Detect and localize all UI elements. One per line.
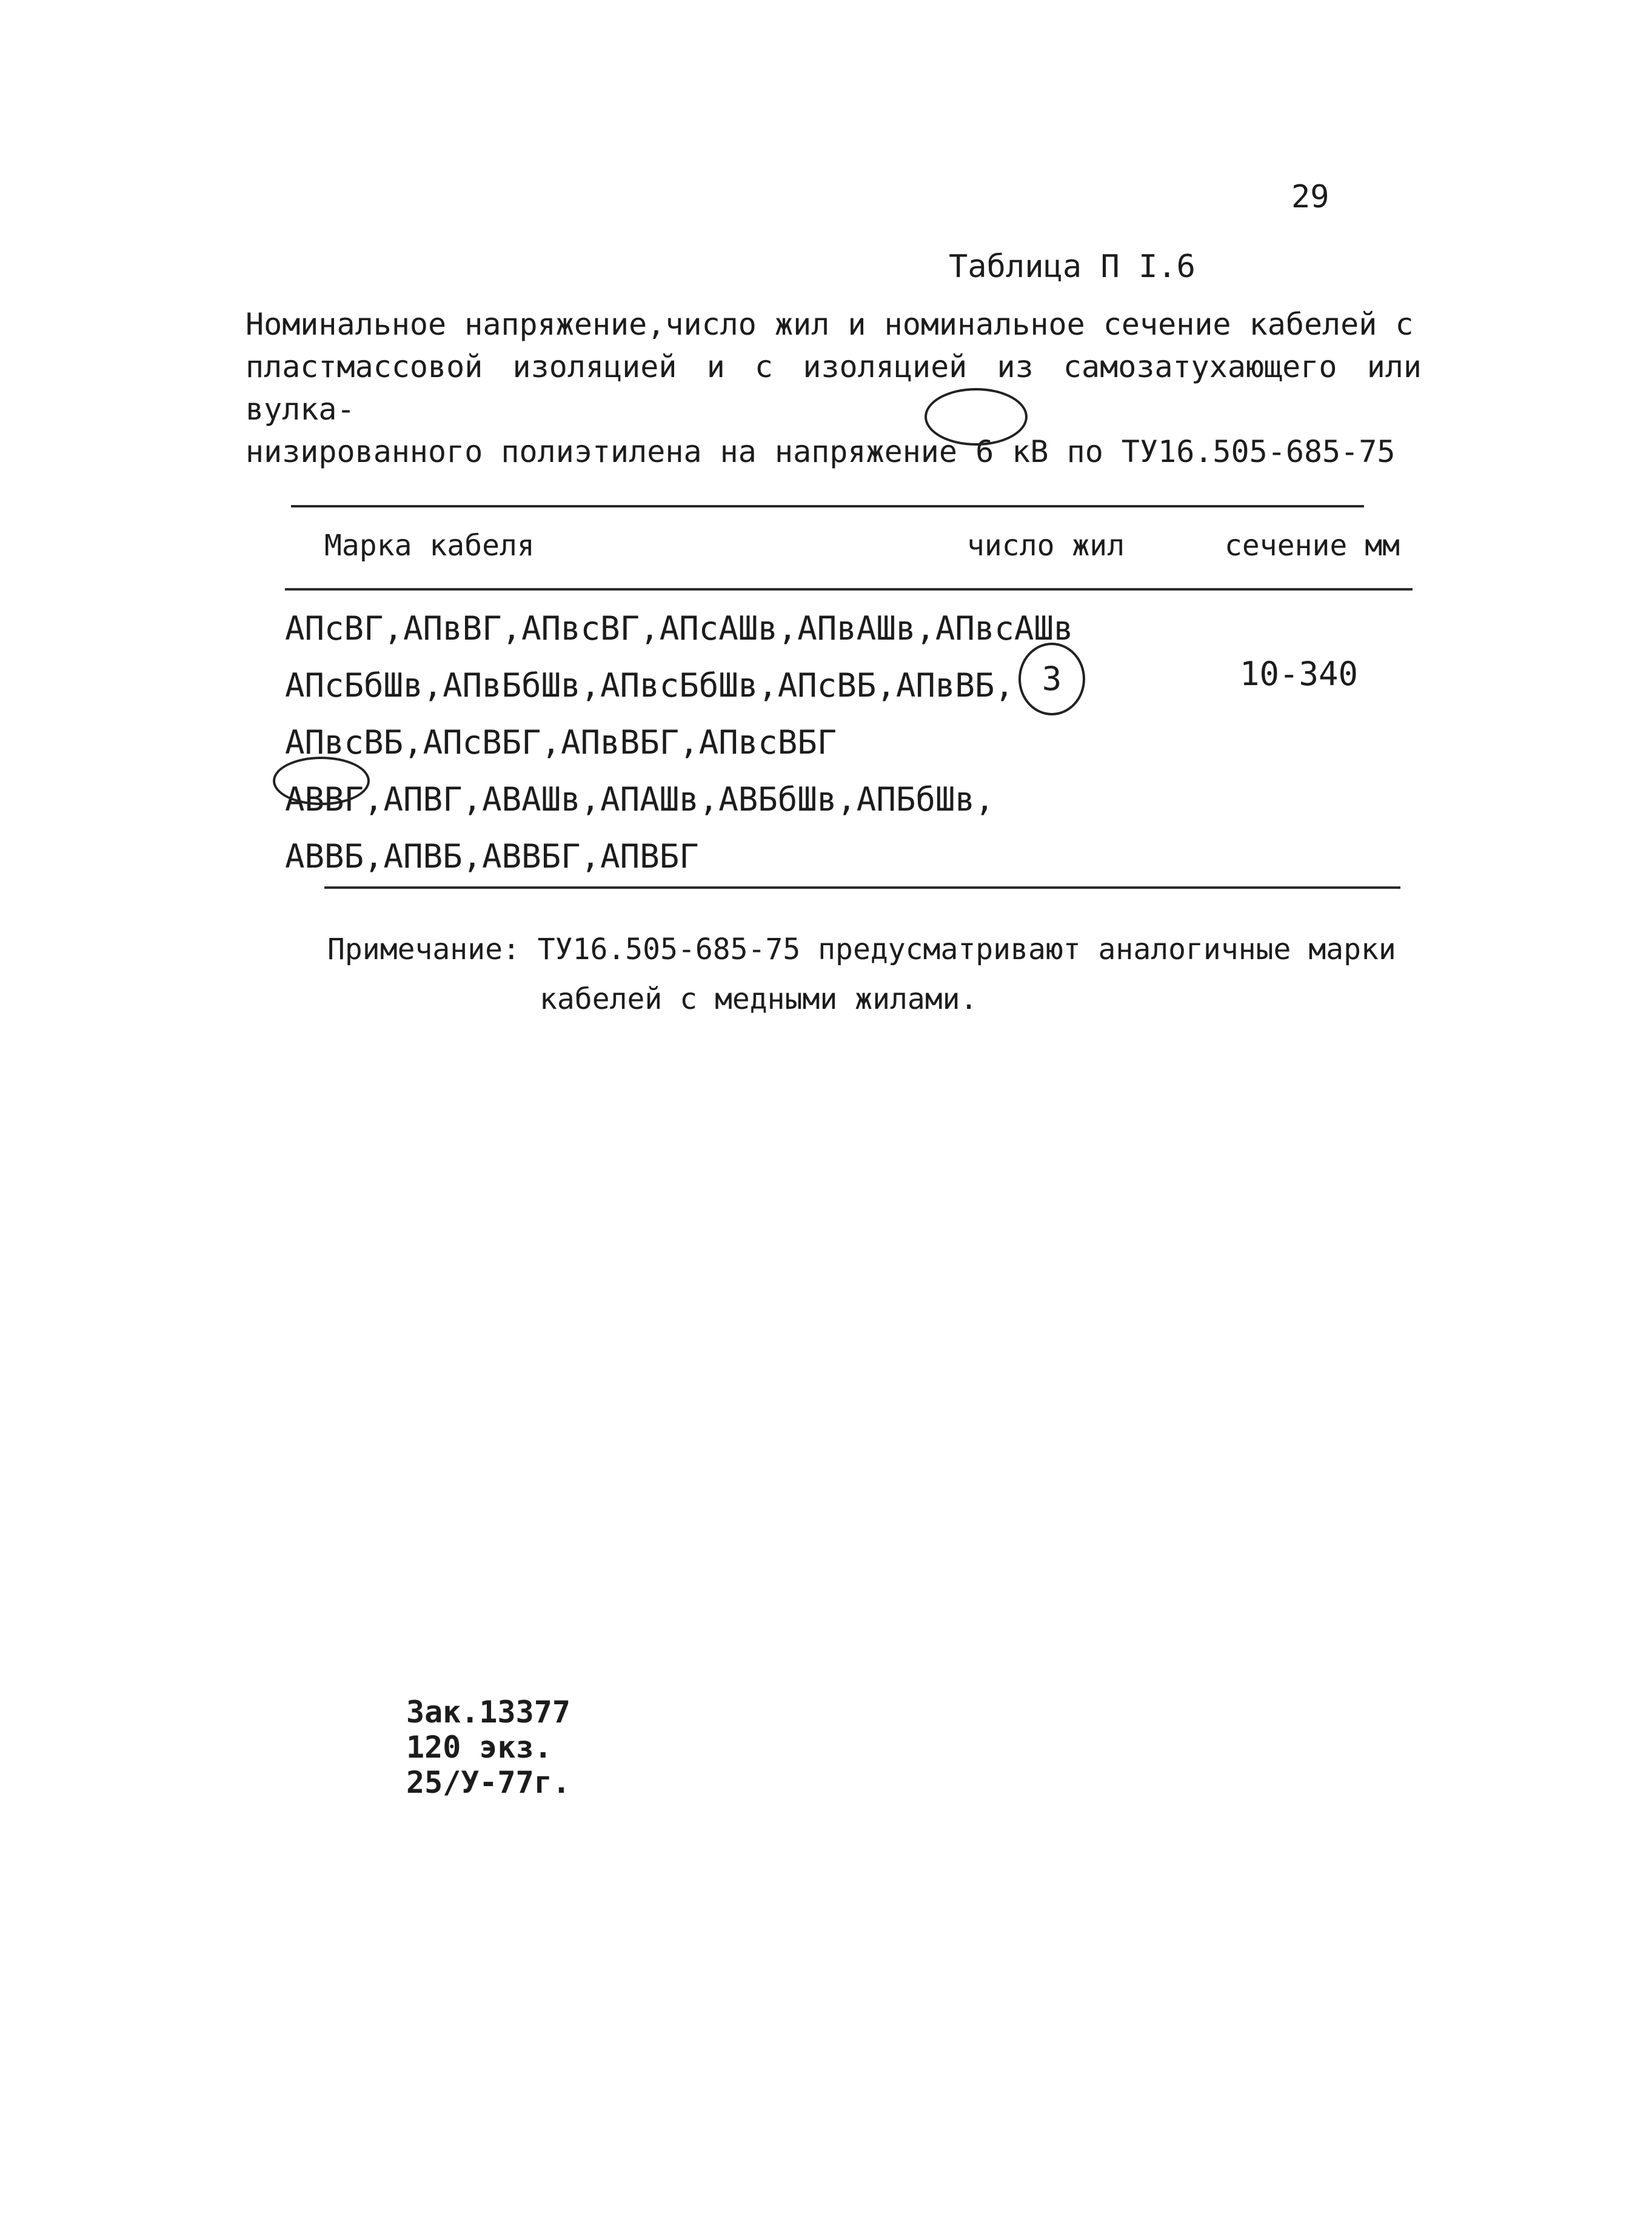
header-section: сечение мм: [1225, 529, 1400, 563]
stamp-date: 25/У-77г.: [406, 1765, 570, 1800]
header-brand: Марка кабеля: [324, 529, 535, 563]
cores-value: 3: [1018, 643, 1085, 715]
table-label: Таблица П I.6: [949, 249, 1196, 285]
table-bottom-rule: [324, 886, 1400, 889]
table-top-rule: [291, 505, 1364, 507]
print-stamp: [406, 1695, 570, 1800]
cable-brand-list: [285, 600, 1073, 885]
stamp-copies: 120 экз.: [406, 1730, 552, 1765]
stamp-order: Зак.13377: [406, 1695, 570, 1730]
note-line-2: кабелей с медными жилами.: [540, 982, 978, 1016]
brand-line-2: АПсБбШв,АПвБбШв,АПвсБбШв,АПсВБ,АПвВБ,: [285, 666, 1014, 705]
caption-line-2: пластмассовой изоляцией и с изоляцией из самозатухающего или вулка-: [246, 349, 1422, 427]
table-caption: [246, 303, 1422, 473]
header-cores: число жил: [967, 529, 1125, 563]
caption-line-3: низированного полиэтилена на напряжение 6 кВ по ТУ16.505-685-75: [246, 434, 1396, 469]
table-note: [327, 925, 1419, 1024]
page-number: 29: [1291, 179, 1329, 215]
brand-line-1: АПсВГ,АПвВГ,АПвсВГ,АПсАШв,АПвАШв,АПвсАШв: [285, 609, 1074, 648]
section-value: 10-340: [1240, 655, 1359, 693]
brand-line-3: АПвсВБ,АПсВБГ,АПвВБГ,АПвсВБГ: [285, 723, 837, 761]
header-bottom-rule: [285, 588, 1413, 591]
brand-line-5: АВВБ,АПВБ,АВВБГ,АПВБГ: [285, 837, 699, 875]
note-line-1: Примечание: ТУ16.505-685-75 предусматривают аналогичные марки: [327, 932, 1396, 966]
brand-line-4: АВВГ,АПВГ,АВАШв,АПАШв,АВБбШв,АПБбШв,: [285, 780, 995, 818]
brand-circle-mark: [273, 757, 370, 805]
caption-line-1: Номинальное напряжение,число жил и номинальное сечение кабелей с: [246, 307, 1414, 342]
voltage-circle-mark: [925, 388, 1028, 446]
